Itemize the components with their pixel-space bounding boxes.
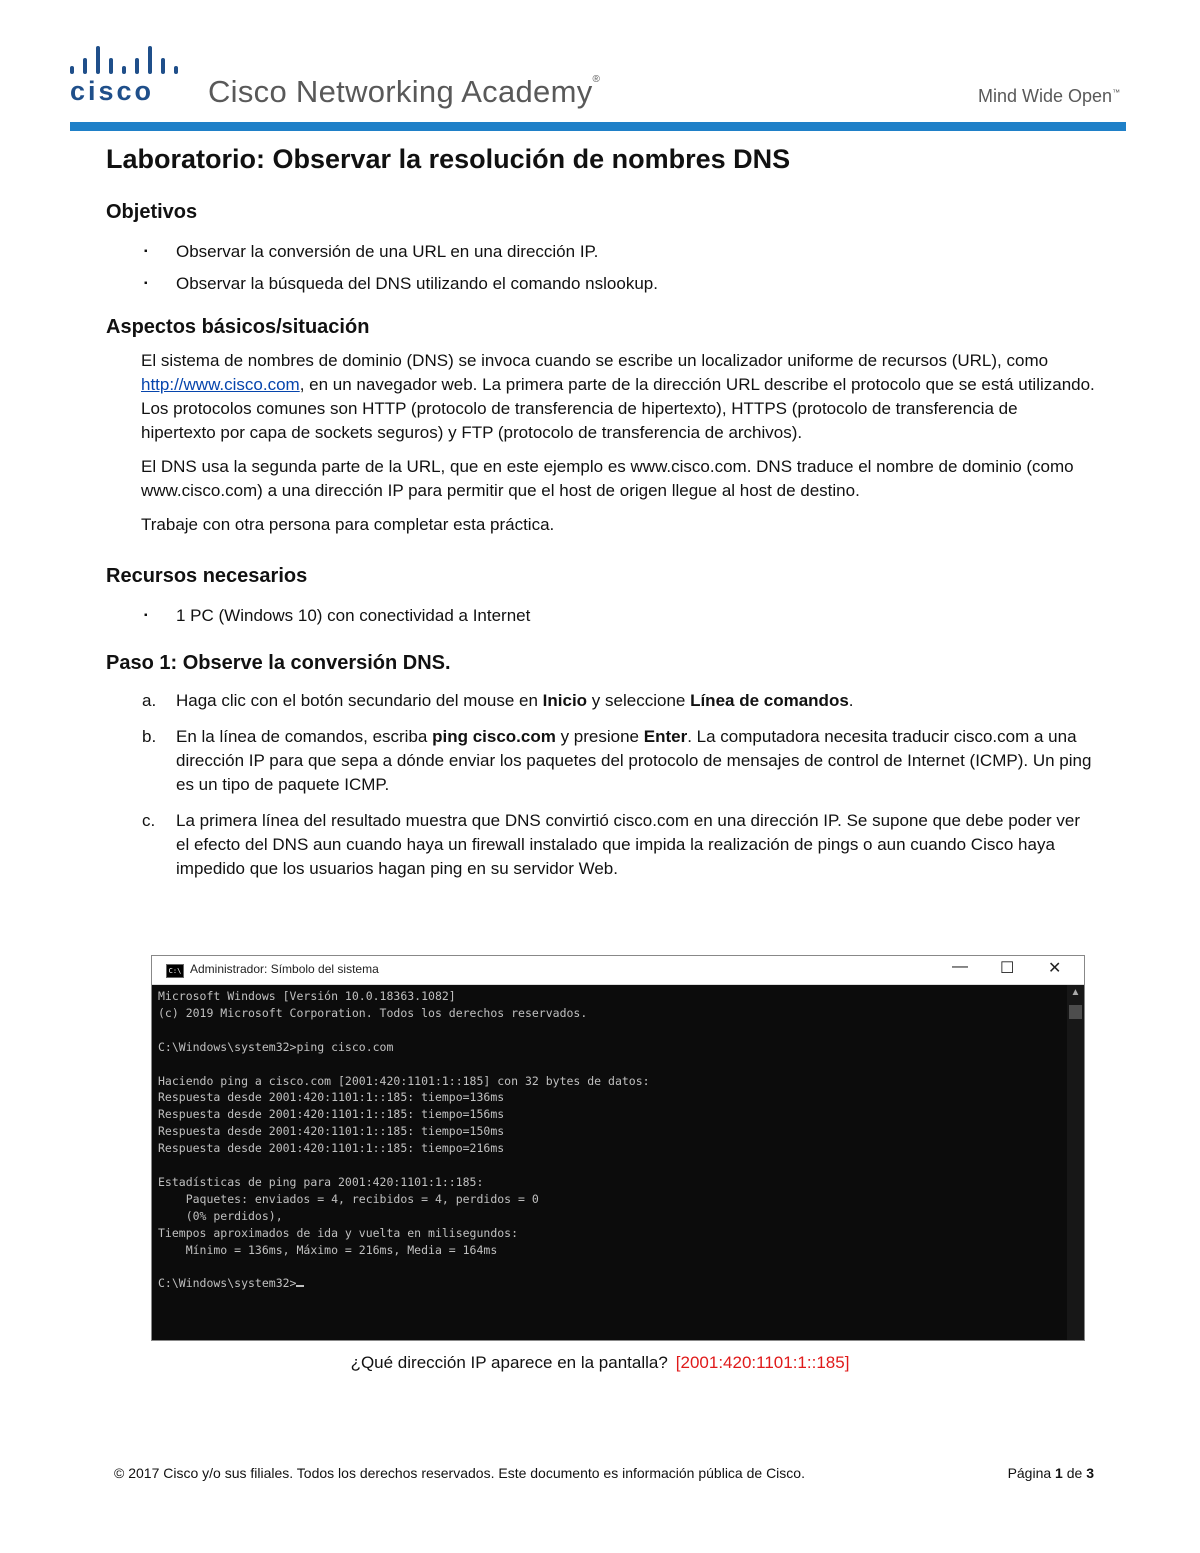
- copyright: © 2017 Cisco y/o sus filiales. Todos los derechos reservados. Este documento es información pública de Cisco.: [114, 1465, 805, 1481]
- question: ¿Qué dirección IP aparece en la pantalla? [2001:420:1101:1::185]: [350, 1353, 850, 1372]
- list-item: ▪ Observar la búsqueda del DNS utilizando el comando nslookup.: [106, 272, 1096, 296]
- close-icon[interactable]: ✕: [1048, 960, 1062, 977]
- steps-list: [106, 689, 1096, 881]
- recursos-list: [106, 604, 1096, 628]
- page-title: Laboratorio: Observar la resolución de nombres DNS: [106, 144, 791, 174]
- paragraph: El sistema de nombres de dominio (DNS) se invoca cuando se escribe un localizador uniforme de recursos (URL), como http://www.cisco.com, en un navegador web. La primera parte de la dirección URL describe el protocolo que se está utilizando. Los protocolos comunes son HTTP (protocolo de transferencia de hipertexto), HTTPS (protocolo de transferencia de hipertexto por capa de sockets seguros) y FTP (protocolo de transferencia de archivos).: [141, 351, 1095, 442]
- objetivos-list: [106, 240, 1096, 296]
- heading-paso1: Paso 1: Observe la conversión DNS.: [106, 652, 451, 674]
- scrollbar[interactable]: [1067, 985, 1084, 1340]
- header-rule: [70, 122, 1126, 131]
- step-b: b. En la línea de comandos, escriba ping cisco.com y presione Enter. La computadora necesita traducir cisco.com a una dirección IP para que sepa a dónde enviar los paquetes del protocolo de mensajes de control de Internet (ICMP). Un ping es un tipo de paquete ICMP.: [142, 727, 1092, 794]
- heading-recursos: Recursos necesarios: [106, 565, 308, 587]
- cisco-logo-bars: [70, 44, 180, 74]
- academy-title: Cisco Networking Academy®: [208, 74, 601, 109]
- paragraph: El DNS usa la segunda parte de la URL, que en este ejemplo es www.cisco.com. DNS traduce el nombre de dominio (como www.cisco.com) a una dirección IP para permitir que el host de origen llegue al host de destino.: [141, 457, 1074, 500]
- window-titlebar[interactable]: [152, 956, 1084, 985]
- step-c: c. La primera línea del resultado muestra que DNS convirtió cisco.com en una dirección IP. Se supone que debe poder ver el efecto del DNS aun cuando haya un firewall instalado que impida la realización de pings o aun cuando Cisco haya impedido que los usuarios hagan ping en su servidor Web.: [142, 811, 1081, 878]
- scroll-up-icon[interactable]: ▲: [1070, 987, 1081, 998]
- heading-objetivos: Objetivos: [106, 201, 198, 223]
- page-header: [0, 0, 1200, 135]
- scrollbar-thumb[interactable]: [1069, 1005, 1082, 1019]
- cmd-icon: C:\: [166, 964, 184, 978]
- page-footer: [114, 1465, 1094, 1481]
- paragraph: Trabaje con otra persona para completar esta práctica.: [141, 515, 555, 534]
- tagline: Mind Wide Open™: [978, 86, 1121, 106]
- page-number: Página 1 de 3: [1007, 1465, 1094, 1481]
- cisco-link[interactable]: http://www.cisco.com: [141, 375, 300, 394]
- list-item: ▪ 1 PC (Windows 10) con conectividad a Internet: [106, 604, 1096, 628]
- maximize-icon[interactable]: ☐: [1000, 960, 1015, 977]
- command-prompt-window[interactable]: [151, 955, 1085, 1341]
- document-body: [106, 138, 1096, 893]
- heading-aspectos: Aspectos básicos/situación: [106, 316, 370, 338]
- minimize-icon[interactable]: —: [952, 958, 968, 975]
- cisco-logo-text: cisco: [70, 76, 155, 106]
- terminal-output[interactable]: Microsoft Windows [Versión 10.0.18363.1082] (c) 2019 Microsoft Corporation. Todos los derechos reservados. C:\Windows\system32>ping cisco.com Haciendo ping a cisco.com [2001:420:1101:1::185] con 32 bytes de datos: Respuesta desde 2001:420:1101:1::185: tiempo=136ms Respuesta desde 2001:420:1101:1::185: tiempo=156ms Respuesta desde 2001:420:1101:1::185: tiempo=150ms Respuesta desde 2001:420:1101:1::185: tiempo=216ms Estadísticas de ping para 2001:420:1101:1::185: Paquetes: enviados = 4, recibidos = 4, perdidos = 0 (0% perdidos), Tiempos aproximados de ida y vuelta en milisegundos: Mínimo = 136ms, Máximo = 216ms, Media = 164ms C:\Windows\system32>: [158, 989, 650, 1291]
- window-title: Administrador: Símbolo del sistema: [190, 962, 379, 976]
- step-a: a. Haga clic con el botón secundario del mouse en Inicio y seleccione Línea de comandos.: [142, 691, 854, 710]
- list-item: ▪ Observar la conversión de una URL en una dirección IP.: [106, 240, 1096, 264]
- answer: [2001:420:1101:1::185]: [675, 1353, 850, 1372]
- cursor: [296, 1285, 304, 1287]
